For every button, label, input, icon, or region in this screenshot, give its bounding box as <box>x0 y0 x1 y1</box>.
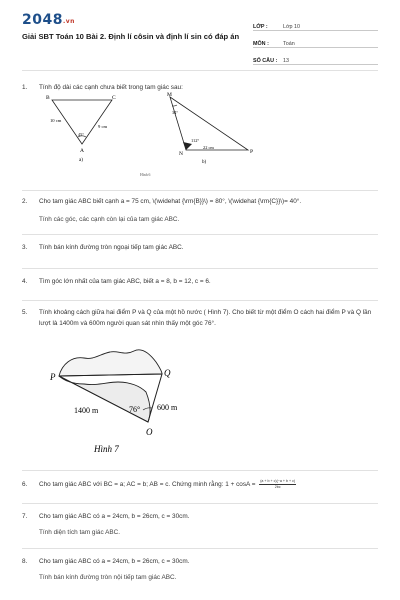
figure-triangles <box>40 92 270 182</box>
divider <box>22 300 378 301</box>
divider <box>22 503 378 504</box>
formula-denominator: 2bc <box>274 485 281 489</box>
lake-top-shore <box>59 350 162 376</box>
vertex-a: A <box>80 148 84 154</box>
meta-row-class <box>253 16 378 31</box>
meta-label: MÔN : <box>253 41 269 47</box>
meta-label: LỚP : <box>253 24 268 30</box>
vertex-p: P <box>250 149 254 155</box>
question-subtext: Tính các góc, các cạnh còn lại của tam giác ABC. <box>39 216 180 223</box>
vertex-m: M <box>167 92 172 98</box>
point-q: Q <box>164 368 171 378</box>
question-number: 4. <box>22 278 28 285</box>
question-text: Tìm góc lớn nhất của tam giác ABC, biết a = 8, b = 12, c = 6. <box>39 278 211 285</box>
question-body <box>39 196 382 225</box>
side-ac-label: 9 cm <box>98 124 108 129</box>
figure-lake <box>44 342 184 460</box>
formula-numerator: (a + b + c)(−a + b + c) <box>260 479 296 483</box>
meta-value: Toán <box>283 41 295 47</box>
question-body <box>39 511 382 538</box>
logo-text: 2048 <box>22 12 63 28</box>
question-number: 6. <box>22 481 28 488</box>
point-p: P <box>50 372 56 382</box>
question-subtext: Tính bán kính đường tròn nội tiếp tam giác ABC. <box>39 574 177 581</box>
figure-caption: Hình 7 <box>94 444 119 454</box>
question-number: 2. <box>22 198 28 205</box>
angle-m-label: 34° <box>172 110 178 115</box>
angle-a-label: 45° <box>78 132 84 137</box>
triangle-b <box>170 97 248 150</box>
divider <box>22 234 378 235</box>
caption-a: a) <box>79 158 83 163</box>
side-np-label: 22 cm <box>203 145 214 150</box>
question-text: Tính khoảng cách giữa hai điểm P và Q của một hồ nước ( Hình 7). Cho biết từ một điểm O cách hai điểm P và Q lần lượt là 1400m và 600m người quan sát nhìn thấy một góc 76°. <box>39 309 372 327</box>
divider <box>22 268 378 269</box>
logo-suffix: .vn <box>62 18 75 25</box>
meta-label: SỐ CÂU : <box>253 58 278 64</box>
document-meta <box>253 16 378 67</box>
angle-n-label: 112° <box>191 138 200 143</box>
question-subtext: Tính diện tích tam giác ABC. <box>39 529 120 536</box>
question-number: 3. <box>22 244 28 251</box>
divider <box>22 190 378 191</box>
meta-row-subject <box>253 33 378 48</box>
question-number: 8. <box>22 558 28 565</box>
question-body <box>39 479 382 490</box>
divider <box>22 548 378 549</box>
figure-label: Hình 6 <box>140 173 151 177</box>
question-text: Tính độ dài các cạnh chưa biết trong tam giác sau: <box>39 84 183 91</box>
header-divider <box>22 70 378 71</box>
angle-o-label: 76° <box>129 405 141 414</box>
question-number: 1. <box>22 84 28 91</box>
question-text: Cho tam giác ABC biết cạnh a = 75 cm, \(\widehat {\rm{B}}\) = 80°, \(\widehat {\rm{C}}\)= 40°. <box>39 198 302 205</box>
question-text: Tính bán kính đường tròn ngoại tiếp tam giác ABC. <box>39 244 184 251</box>
angle-n-mark <box>183 142 192 150</box>
formula-fraction <box>259 479 296 490</box>
point-o: O <box>146 427 153 437</box>
vertex-n: N <box>179 151 183 157</box>
question-text: Cho tam giác ABC có a = 24cm, b = 26cm, c = 30cm. <box>39 558 190 565</box>
side-ba-label: 10 cm <box>50 118 62 123</box>
question-number: 7. <box>22 513 28 520</box>
meta-row-count <box>253 50 378 65</box>
vertex-b: B <box>46 95 50 101</box>
meta-value: 13 <box>283 58 289 64</box>
caption-b: b) <box>202 160 207 165</box>
site-logo[interactable] <box>22 12 75 28</box>
document-title: Giải SBT Toán 10 Bài 2. Định lí côsin và định lí sin có đáp án <box>22 32 240 41</box>
question-text: Cho tam giác ABC với BC = a; AC = b; AB = c. Chứng minh rằng: 1 + cosA = <box>39 481 256 489</box>
question-text: Cho tam giác ABC có a = 24cm, b = 26cm, c = 30cm. <box>39 513 190 520</box>
question-number: 5. <box>22 309 28 316</box>
side-qo-label: 600 m <box>157 403 178 412</box>
meta-value: Lớp 10 <box>283 24 301 30</box>
side-po-label: 1400 m <box>74 406 99 415</box>
divider <box>22 470 378 471</box>
question-body <box>39 556 382 583</box>
vertex-c: C <box>112 95 116 101</box>
